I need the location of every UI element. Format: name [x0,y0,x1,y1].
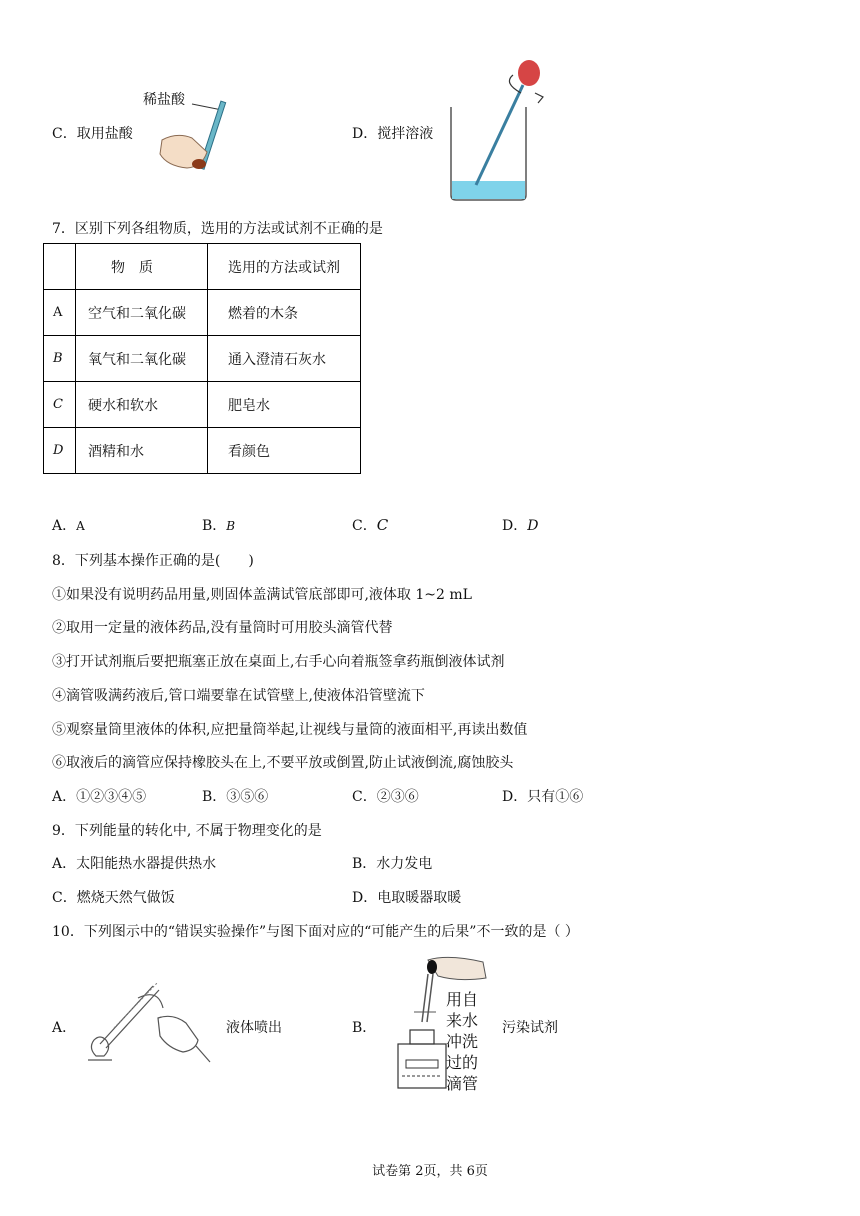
table-cell: 看颜色 [208,428,361,474]
table-cell: 通入澄清石灰水 [208,336,361,382]
q6-option-c-figure [152,92,242,182]
q7-question: 7．区别下列各组物质，选用的方法或试剂不正确的是 [52,221,383,237]
table-row [44,290,361,336]
q10-option-a-result: 液体喷出 [226,1020,282,1036]
q10-question: 10．下列图示中的“错误实验操作”与图下面对应的“可能产生的后果”不一致的是（ ） [52,924,579,940]
q8-option-d: D．只有①⑥ [502,789,584,805]
q7-option-d: D．D [502,518,539,534]
q9-option-c: C．燃烧天然气做饭 [52,890,175,906]
q7-option-b: B．B [202,518,236,534]
table-row [44,428,361,474]
q8-question: 8．下列基本操作正确的是( ) [52,553,254,569]
table-header-cell: 物 质 [76,244,208,290]
q7-option-c: C．C [352,516,389,534]
q9-option-b: B．水力发电 [352,856,433,872]
table-cell: C [44,382,76,428]
q8-item-2: ②取用一定量的液体药品,没有量筒时可用胶头滴管代替 [52,620,393,636]
table-row [44,244,361,290]
q6-option-d-label: D．搅拌溶液 [352,126,434,142]
q10-option-b-prefix: B． [352,1020,377,1036]
q8-item-5: ⑤观察量筒里液体的体积,应把量筒举起,让视线与量筒的液面相平,再读出数值 [52,722,528,738]
q8-item-4: ④滴管吸满药液后,管口端要靠在试管壁上,使液体沿管壁流下 [52,688,425,704]
q10-option-a-prefix: A． [52,1020,77,1036]
q8-option-a: A．①②③④⑤ [52,789,147,805]
table-header-cell [44,244,76,290]
table-header-cell: 选用的方法或试剂 [208,244,361,290]
q6-option-d-figure [443,55,553,205]
q7-option-a: A．A [52,518,85,534]
table-cell: 肥皂水 [208,382,361,428]
q10-option-b-figure-label: 用自 来水 冲洗 过的 滴管 [446,990,479,1093]
q8-option-b: B．③⑤⑥ [202,789,269,805]
table-cell: 硬水和软水 [76,382,208,428]
q8-item-1: ①如果没有说明药品用量,则固体盖满试管底部即可,液体取 1~2 mL [52,587,472,603]
q8-option-c: C．②③⑥ [352,789,419,805]
q8-item-6: ⑥取液后的滴管应保持橡胶头在上,不要平放或倒置,防止试液倒流,腐蚀胶头 [52,755,514,771]
q8-item-3: ③打开试剂瓶后要把瓶塞正放在桌面上,右手心向着瓶签拿药瓶倒液体试剂 [52,654,505,670]
table-cell: 氧气和二氧化碳 [76,336,208,382]
table-cell: B [44,336,76,382]
q10-option-b-result: 污染试剂 [502,1020,558,1036]
table-cell: 酒精和水 [76,428,208,474]
q7-table [43,243,361,474]
table-cell: 空气和二氧化碳 [76,290,208,336]
q6-option-c-tag: 稀盐酸 [143,92,185,108]
table-cell: A [44,290,76,336]
q9-option-a: A．太阳能热水器提供热水 [52,856,217,872]
table-row [44,382,361,428]
table-cell: 燃着的木条 [208,290,361,336]
q9-question: 9．下列能量的转化中, 不属于物理变化的是 [52,823,322,839]
q6-option-c-label: C．取用盐酸 [52,126,133,142]
table-row [44,336,361,382]
page-footer: 试卷第 2页，共 6页 [372,1164,488,1179]
table-cell: D [44,428,76,474]
q10-option-a-figure [78,978,218,1068]
q9-option-d: D．电取暖器取暖 [352,890,462,906]
